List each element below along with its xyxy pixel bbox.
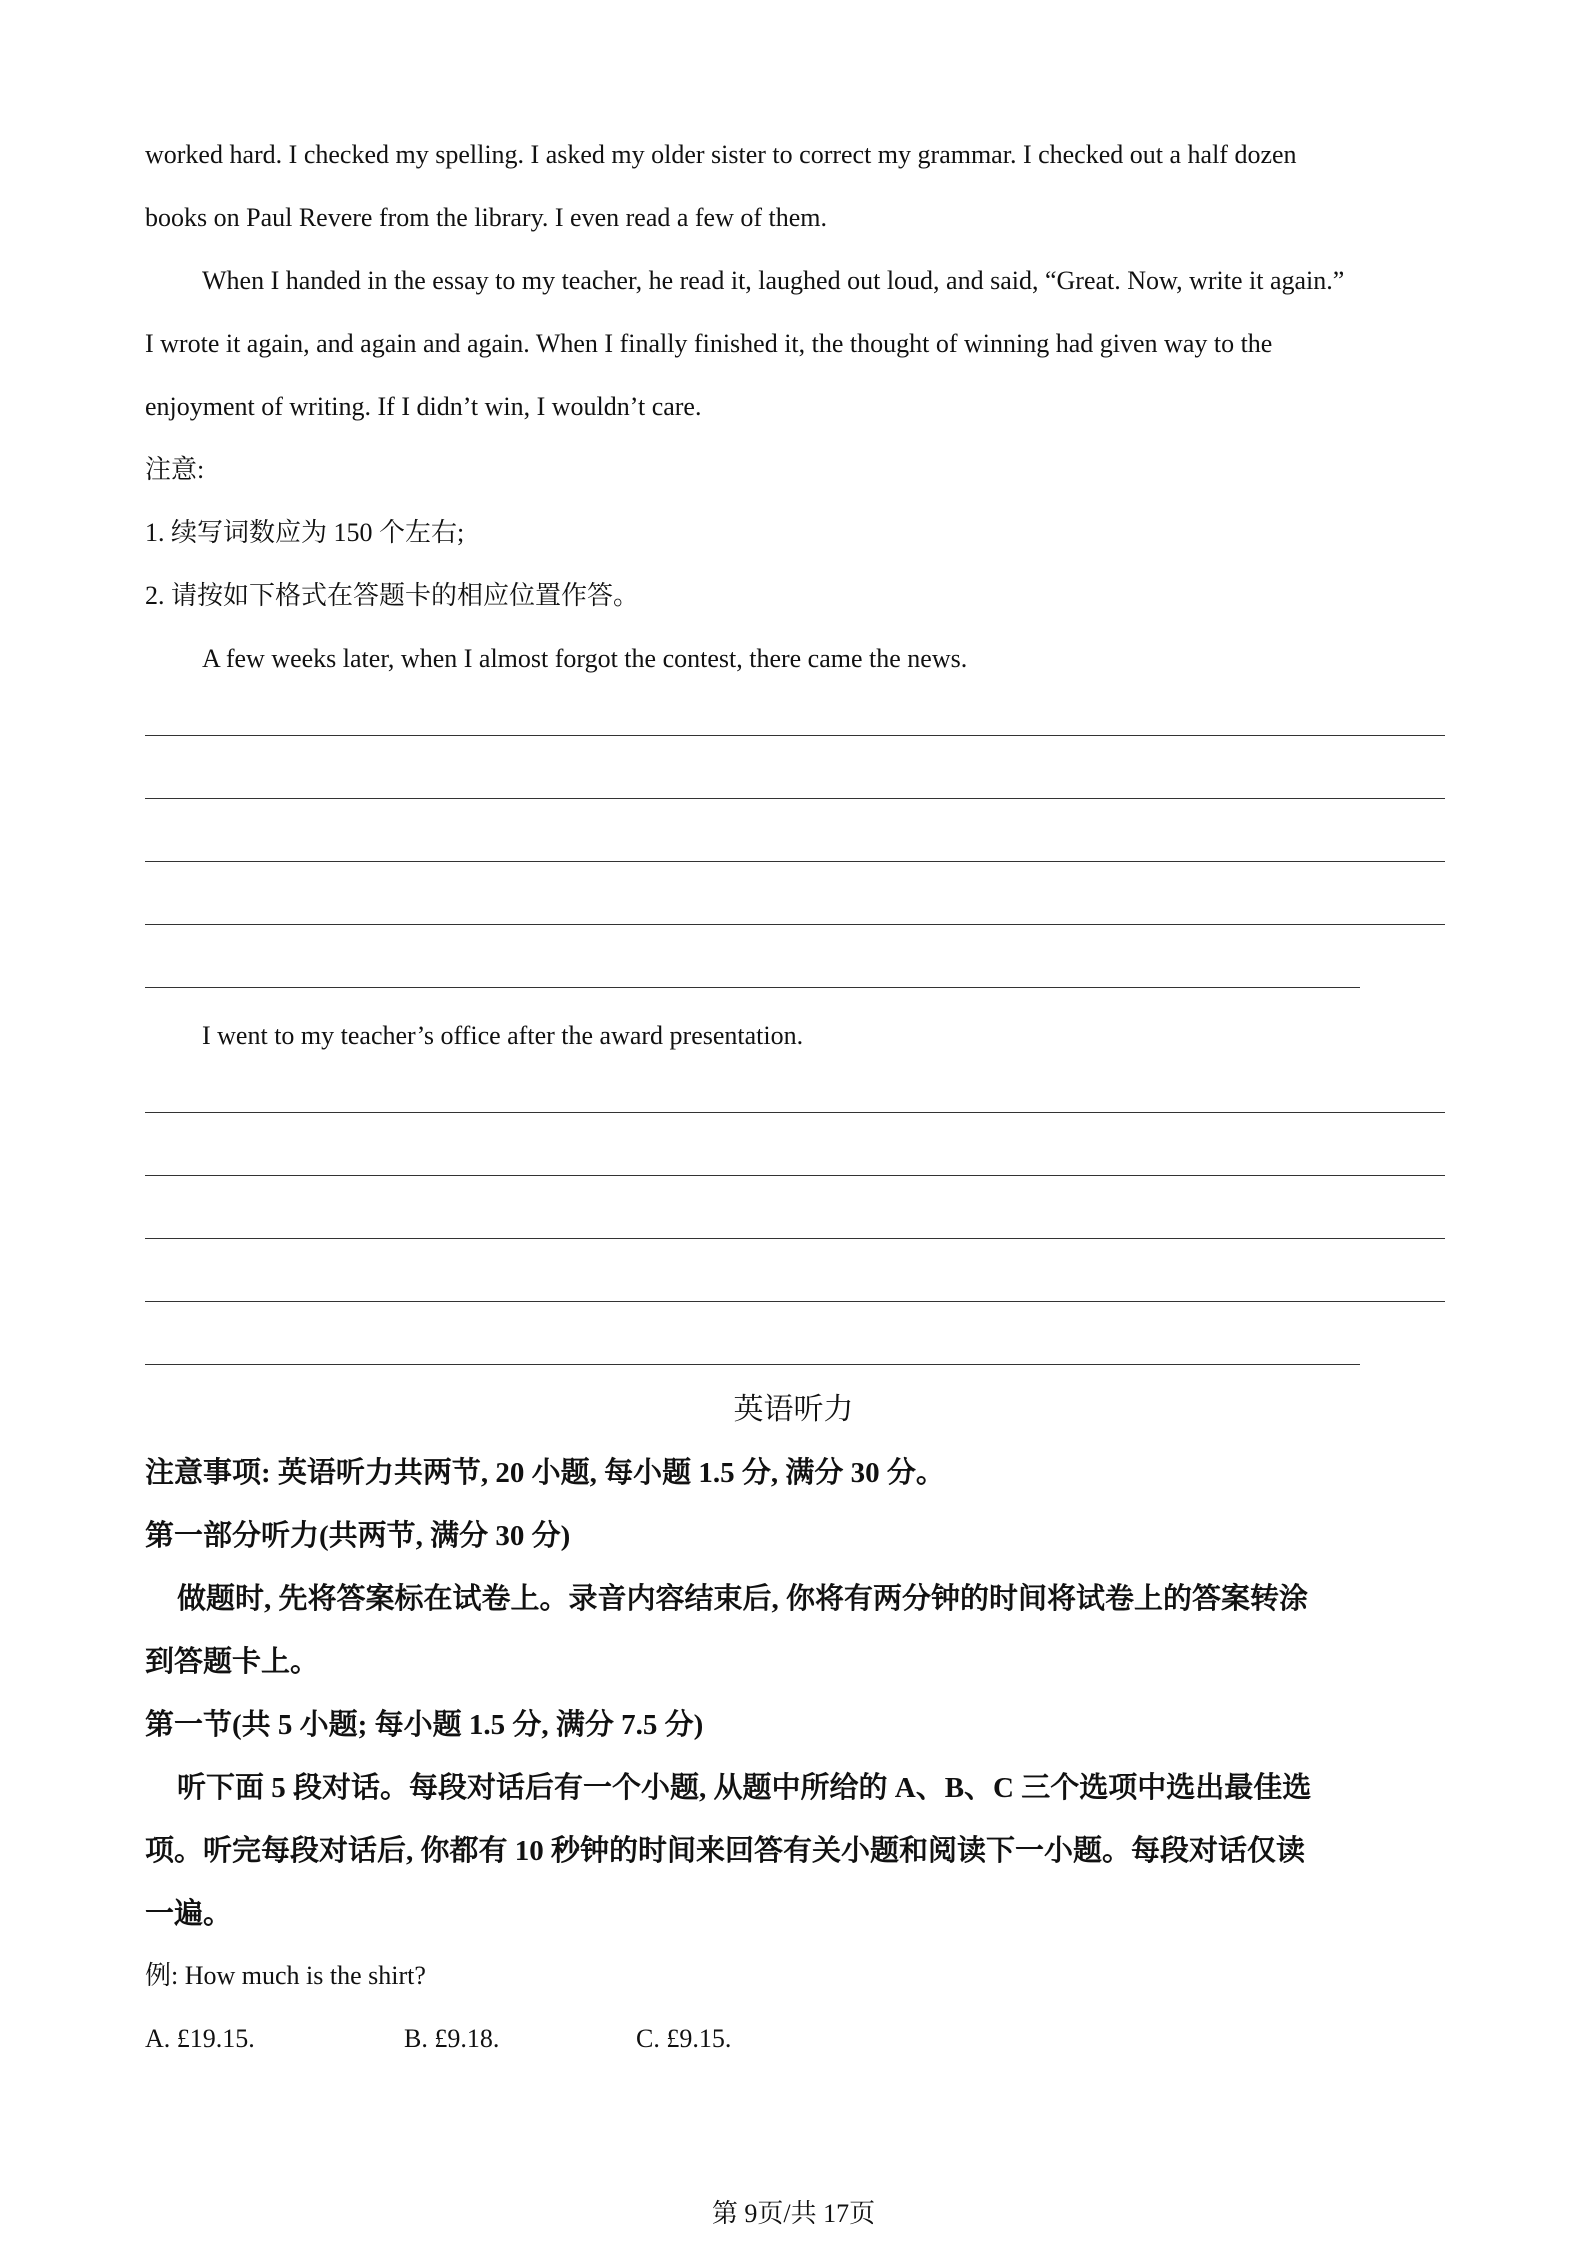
example-question: 例: How much is the shirt? <box>145 1961 426 1990</box>
passage-line-2: books on Paul Revere from the library. I even read a few of them. <box>145 203 828 232</box>
option-b: B. £9.18. <box>404 2024 500 2053</box>
paragraph-1-prompt: A few weeks later, when I almost forgot the contest, there came the news. <box>202 644 968 673</box>
answer-line <box>145 987 1360 988</box>
answer-line <box>145 1364 1360 1365</box>
section-1-instruction-line-3: 一遍。 <box>145 1898 233 1930</box>
answer-line <box>145 798 1445 799</box>
paragraph-2-prompt: I went to my teacher’s office after the award presentation. <box>202 1021 804 1050</box>
section-1-instruction-line-2: 项。听完每段对话后, 你都有 10 秒钟的时间来回答有关小题和阅读下一小题。每段对话仅读 <box>145 1835 1306 1867</box>
section-1-heading: 第一节(共 5 小题; 每小题 1.5 分, 满分 7.5 分) <box>145 1709 704 1741</box>
page-number: 第 9页/共 17页 <box>711 2199 876 2228</box>
part-1-heading: 第一部分听力(共两节, 满分 30 分) <box>145 1520 571 1552</box>
section-1-instruction-line-1: 听下面 5 段对话。每段对话后有一个小题, 从题中所给的 A、B、C 三个选项中选出最佳选 <box>177 1772 1312 1804</box>
passage-line-5: enjoyment of writing. If I didn’t win, I wouldn’t care. <box>145 392 702 421</box>
listening-title: 英语听力 <box>733 1393 854 1426</box>
answer-line <box>145 1175 1445 1176</box>
notes-item-1: 1. 续写词数应为 150 个左右; <box>145 518 465 547</box>
listening-notice: 注意事项: 英语听力共两节, 20 小题, 每小题 1.5 分, 满分 30 分。 <box>145 1457 945 1489</box>
option-a: A. £19.15. <box>145 2024 255 2053</box>
part-1-instruction-line-2: 到答题卡上。 <box>145 1646 320 1678</box>
passage-line-1: worked hard. I checked my spelling. I asked my older sister to correct my grammar. I checked out a half dozen <box>145 140 1297 169</box>
answer-line <box>145 861 1445 862</box>
answer-line <box>145 1112 1445 1113</box>
passage-line-3: When I handed in the essay to my teacher, he read it, laughed out loud, and said, “Great. Now, write it again.” <box>202 266 1345 295</box>
part-1-instruction-line-1: 做题时, 先将答案标在试卷上。录音内容结束后, 你将有两分钟的时间将试卷上的答案转涂 <box>177 1583 1309 1615</box>
option-c: C. £9.15. <box>636 2024 732 2053</box>
passage-line-4: I wrote it again, and again and again. When I finally finished it, the thought of winning had given way to the <box>145 329 1273 358</box>
answer-line <box>145 1301 1445 1302</box>
notes-item-2: 2. 请按如下格式在答题卡的相应位置作答。 <box>145 581 640 610</box>
notes-heading: 注意: <box>145 455 205 484</box>
answer-line <box>145 924 1445 925</box>
answer-line <box>145 735 1445 736</box>
answer-line <box>145 1238 1445 1239</box>
